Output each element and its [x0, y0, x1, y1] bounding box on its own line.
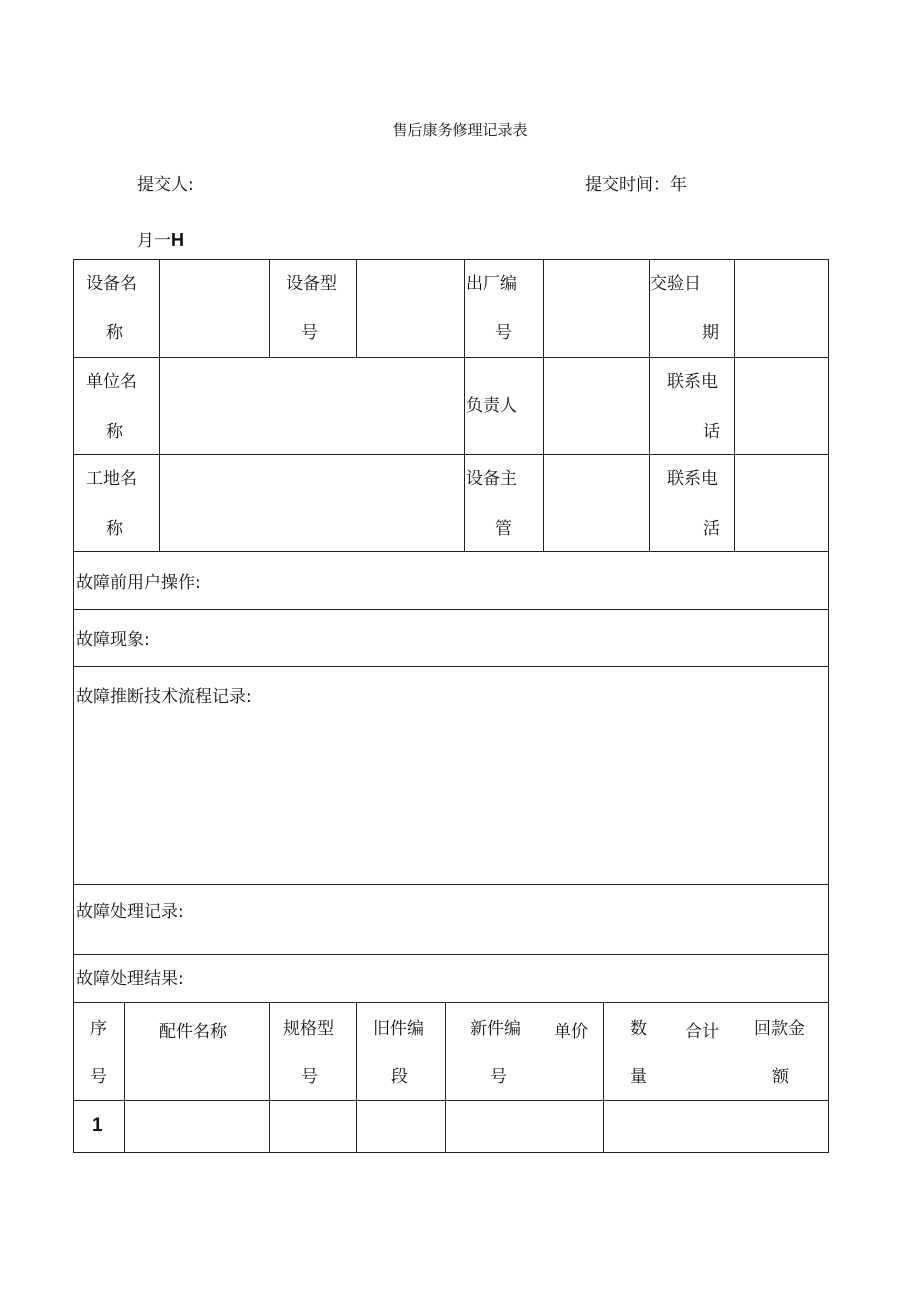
col-quantity-header-2: 量 [630, 1067, 647, 1087]
fault-handling-record-label: 故障处理记录: [76, 902, 184, 922]
row-line [73, 551, 828, 552]
contact-phone-b-label-2: 活 [703, 519, 720, 539]
col-line [464, 259, 465, 551]
col-line [269, 1002, 270, 1152]
col-line [356, 1002, 357, 1152]
row-line [73, 357, 828, 358]
col-payment-header-2: 额 [772, 1067, 789, 1087]
contact-phone-label-2: 话 [703, 422, 720, 442]
col-new-part-no-header-2: 号 [490, 1067, 507, 1087]
col-new-part-no-header: 新件编 [470, 1019, 521, 1039]
col-line [159, 259, 160, 551]
col-line [603, 1002, 604, 1152]
row-line [73, 259, 828, 260]
col-part-name-header: 配件名称 [159, 1022, 227, 1042]
row-seq-number: 1 [92, 1115, 103, 1136]
row-line [73, 1002, 828, 1003]
col-quantity-header: 数 [630, 1019, 647, 1039]
col-line [543, 259, 544, 551]
submitter-label: 提交人: [137, 175, 194, 195]
col-spec-header-2: 号 [301, 1067, 318, 1087]
contact-phone-b-label: 联系电 [667, 469, 718, 489]
person-in-charge-label: 负责人 [466, 396, 517, 416]
col-line [73, 259, 74, 1152]
site-name-label-2: 称 [106, 519, 123, 539]
col-spec-header: 规格型 [283, 1019, 334, 1039]
col-line [734, 259, 735, 551]
row-line [73, 666, 828, 667]
device-name-label: 设备名 [86, 274, 137, 294]
device-name-label-2: 称 [106, 323, 123, 343]
fault-handling-result-label: 故障处理结果: [76, 969, 184, 989]
contact-phone-label: 联系电 [667, 372, 718, 392]
device-model-label: 设备型 [286, 274, 337, 294]
col-seq-header: 序 [90, 1019, 107, 1039]
col-seq-header-2: 号 [90, 1067, 107, 1087]
col-unit-price-header: 单价 [554, 1022, 588, 1042]
col-line [649, 259, 650, 551]
col-line [124, 1002, 125, 1152]
date-line [137, 226, 184, 251]
col-old-part-no-header: 旧件编 [373, 1019, 424, 1039]
device-model-label-2: 号 [301, 323, 318, 343]
date-line-suffix: H [171, 230, 184, 250]
row-line [73, 954, 828, 955]
factory-no-label-2: 号 [495, 323, 512, 343]
device-supervisor-label: 设备主 [466, 469, 517, 489]
device-supervisor-label-2: 管 [495, 519, 512, 539]
fault-user-operation-label: 故障前用户操作: [76, 573, 201, 593]
delivery-date-label: 交验日 [650, 274, 701, 294]
col-old-part-no-header-2: 段 [391, 1067, 408, 1087]
row-line [73, 884, 828, 885]
document-title: 售后康务修理记录表 [392, 121, 528, 139]
date-line-prefix: 月一 [137, 231, 171, 251]
delivery-date-label-2: 期 [702, 323, 719, 343]
unit-name-label-2: 称 [106, 422, 123, 442]
row-line [73, 609, 828, 610]
row-line [73, 454, 828, 455]
unit-name-label: 单位名 [86, 372, 137, 392]
site-name-label: 工地名 [86, 469, 137, 489]
col-payment-header: 回款金 [754, 1019, 805, 1039]
col-line [356, 259, 357, 357]
repair-record-form [73, 259, 829, 1153]
submit-time-label: 提交时间：年 [585, 175, 687, 195]
col-line [445, 1002, 446, 1152]
factory-no-label: 出厂编 [466, 274, 517, 294]
row-line [73, 1100, 828, 1101]
fault-diagnosis-label: 故障推断技术流程记录: [76, 687, 252, 707]
fault-phenomenon-label: 故障现象: [76, 630, 150, 650]
col-line [269, 259, 270, 357]
col-total-header: 合计 [685, 1022, 719, 1042]
